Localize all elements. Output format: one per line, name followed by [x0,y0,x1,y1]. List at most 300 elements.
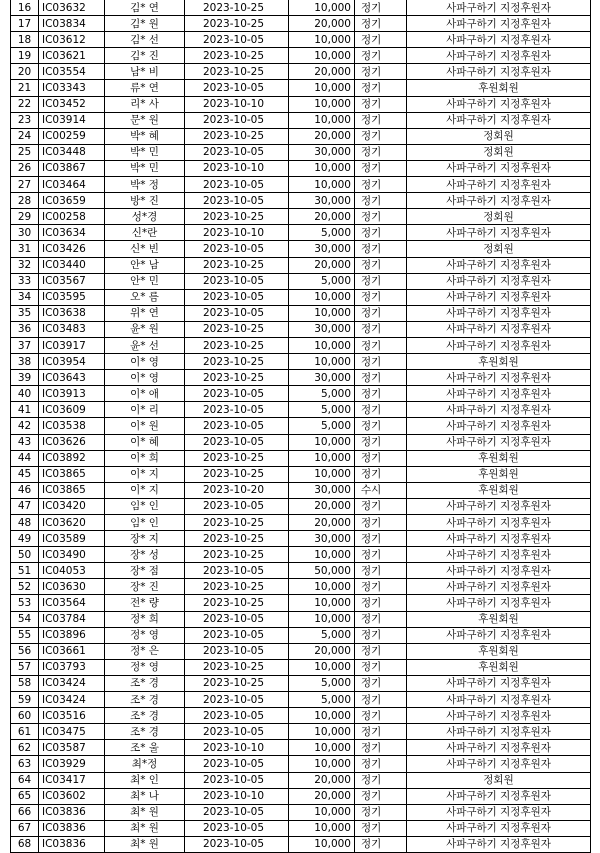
donor-category-cell: 사파구하기 지정후원자 [407,627,591,643]
table-body [11,0,591,852]
donor-name-cell: 장* 지 [105,531,185,547]
row-number-cell: 48 [11,515,39,531]
donation-amount-cell: 20,000 [289,128,355,144]
donation-date-cell: 2023-10-25 [185,466,289,482]
donation-type-cell: 정기 [355,32,407,48]
donor-category-cell: 사파구하기 지정후원자 [407,193,591,209]
row-number-cell: 51 [11,563,39,579]
donor-category-cell: 후원회원 [407,643,591,659]
row-number-cell: 68 [11,836,39,852]
donation-date-cell: 2023-10-05 [185,193,289,209]
table-row [11,177,591,193]
donation-amount-cell: 20,000 [289,788,355,804]
row-number-cell: 38 [11,354,39,370]
row-number-cell: 40 [11,386,39,402]
donation-date-cell: 2023-10-05 [185,289,289,305]
donor-name-cell: 이* 지 [105,482,185,498]
donation-amount-cell: 30,000 [289,144,355,160]
donor-id-cell: IC03475 [39,724,105,740]
donor-category-cell: 사파구하기 지정후원자 [407,32,591,48]
donation-type-cell: 정기 [355,450,407,466]
row-number-cell: 43 [11,434,39,450]
donor-id-cell: IC03661 [39,643,105,659]
donor-name-cell: 정* 희 [105,611,185,627]
donation-amount-cell: 10,000 [289,595,355,611]
donor-name-cell: 이* 희 [105,450,185,466]
donation-amount-cell: 10,000 [289,354,355,370]
donation-date-cell: 2023-10-25 [185,321,289,337]
donation-date-cell: 2023-10-05 [185,498,289,514]
donor-name-cell: 안* 민 [105,273,185,289]
donor-id-cell: IC03793 [39,659,105,675]
table-row [11,16,591,32]
donation-amount-cell: 10,000 [289,80,355,96]
donor-category-cell: 사파구하기 지정후원자 [407,788,591,804]
table-row [11,836,591,852]
donor-category-cell: 사파구하기 지정후원자 [407,48,591,64]
row-number-cell: 18 [11,32,39,48]
donation-type-cell: 정기 [355,80,407,96]
donor-id-cell: IC04053 [39,563,105,579]
donation-date-cell: 2023-10-10 [185,160,289,176]
donation-type-cell: 정기 [355,804,407,820]
donor-category-cell: 후원회원 [407,354,591,370]
donor-category-cell: 사파구하기 지정후원자 [407,305,591,321]
donation-date-cell: 2023-10-25 [185,515,289,531]
donor-category-cell: 사파구하기 지정후원자 [407,563,591,579]
donation-type-cell: 정기 [355,273,407,289]
donor-id-cell: IC03659 [39,193,105,209]
donor-category-cell: 사파구하기 지정후원자 [407,434,591,450]
donor-id-cell: IC03343 [39,80,105,96]
donor-id-cell: IC03865 [39,482,105,498]
donor-id-cell: IC03929 [39,756,105,772]
donor-name-cell: 박* 혜 [105,128,185,144]
donation-type-cell: 정기 [355,64,407,80]
donation-date-cell: 2023-10-05 [185,820,289,836]
row-number-cell: 50 [11,547,39,563]
row-number-cell: 17 [11,16,39,32]
donation-amount-cell: 10,000 [289,177,355,193]
donation-type-cell: 정기 [355,321,407,337]
donor-category-cell: 사파구하기 지정후원자 [407,289,591,305]
donor-name-cell: 안* 남 [105,257,185,273]
donor-category-cell: 사파구하기 지정후원자 [407,370,591,386]
donor-category-cell: 사파구하기 지정후원자 [407,225,591,241]
row-number-cell: 44 [11,450,39,466]
table-row [11,675,591,691]
donor-id-cell: IC03452 [39,96,105,112]
donation-date-cell: 2023-10-05 [185,756,289,772]
row-number-cell: 41 [11,402,39,418]
table-row [11,418,591,434]
row-number-cell: 20 [11,64,39,80]
table-row [11,531,591,547]
donor-name-cell: 최*정 [105,756,185,772]
donation-amount-cell: 10,000 [289,32,355,48]
donation-date-cell: 2023-10-05 [185,836,289,852]
donation-date-cell: 2023-10-05 [185,804,289,820]
donor-category-cell: 사파구하기 지정후원자 [407,724,591,740]
donation-type-cell: 정기 [355,595,407,611]
donor-category-cell: 사파구하기 지정후원자 [407,64,591,80]
donation-date-cell: 2023-10-25 [185,595,289,611]
donor-category-cell: 사파구하기 지정후원자 [407,836,591,852]
donation-type-cell: 정기 [355,177,407,193]
row-number-cell: 53 [11,595,39,611]
table-row [11,627,591,643]
donor-id-cell: IC03420 [39,498,105,514]
donor-id-cell: IC03836 [39,820,105,836]
row-number-cell: 56 [11,643,39,659]
table-row [11,160,591,176]
donor-id-cell: IC03595 [39,289,105,305]
donation-date-cell: 2023-10-10 [185,740,289,756]
table-row [11,563,591,579]
donor-category-cell: 정회원 [407,128,591,144]
table-row [11,225,591,241]
donor-id-cell: IC00259 [39,128,105,144]
donor-category-cell: 사파구하기 지정후원자 [407,402,591,418]
table-row [11,386,591,402]
row-number-cell: 65 [11,788,39,804]
donor-name-cell: 이* 리 [105,402,185,418]
donor-category-cell: 사파구하기 지정후원자 [407,740,591,756]
donation-amount-cell: 5,000 [289,402,355,418]
donation-amount-cell: 20,000 [289,64,355,80]
row-number-cell: 16 [11,0,39,16]
donation-amount-cell: 10,000 [289,724,355,740]
donor-id-cell: IC03424 [39,692,105,708]
donation-amount-cell: 20,000 [289,257,355,273]
row-number-cell: 55 [11,627,39,643]
donation-date-cell: 2023-10-05 [185,144,289,160]
row-number-cell: 29 [11,209,39,225]
row-number-cell: 61 [11,724,39,740]
donor-id-cell: IC03643 [39,370,105,386]
table-row [11,692,591,708]
donation-type-cell: 정기 [355,547,407,563]
row-number-cell: 21 [11,80,39,96]
row-number-cell: 58 [11,675,39,691]
donor-category-cell: 사파구하기 지정후원자 [407,321,591,337]
donor-category-cell: 사파구하기 지정후원자 [407,160,591,176]
table-row [11,498,591,514]
table-row [11,788,591,804]
donor-name-cell: 조* 경 [105,724,185,740]
donor-id-cell: IC03954 [39,354,105,370]
row-number-cell: 57 [11,659,39,675]
donation-amount-cell: 10,000 [289,804,355,820]
row-number-cell: 62 [11,740,39,756]
donation-date-cell: 2023-10-25 [185,16,289,32]
donor-name-cell: 장* 점 [105,563,185,579]
table-row [11,515,591,531]
donation-amount-cell: 30,000 [289,241,355,257]
donation-type-cell: 정기 [355,96,407,112]
donor-id-cell: IC03567 [39,273,105,289]
donation-type-cell: 정기 [355,386,407,402]
donation-type-cell: 정기 [355,225,407,241]
donor-category-cell: 후원회원 [407,659,591,675]
donation-type-cell: 정기 [355,659,407,675]
donation-amount-cell: 5,000 [289,386,355,402]
row-number-cell: 59 [11,692,39,708]
row-number-cell: 46 [11,482,39,498]
donor-category-cell: 후원회원 [407,450,591,466]
donation-type-cell: 수시 [355,482,407,498]
table-row [11,434,591,450]
donation-date-cell: 2023-10-25 [185,531,289,547]
row-number-cell: 28 [11,193,39,209]
donation-type-cell: 정기 [355,515,407,531]
donor-id-cell: IC03417 [39,772,105,788]
donation-amount-cell: 10,000 [289,611,355,627]
donation-amount-cell: 5,000 [289,627,355,643]
donation-date-cell: 2023-10-05 [185,627,289,643]
donor-category-cell: 후원회원 [407,482,591,498]
donation-date-cell: 2023-10-05 [185,724,289,740]
donation-type-cell: 정기 [355,418,407,434]
donation-date-cell: 2023-10-05 [185,772,289,788]
table-row [11,820,591,836]
donor-name-cell: 김* 원 [105,16,185,32]
donation-date-cell: 2023-10-25 [185,370,289,386]
donor-name-cell: 임* 인 [105,515,185,531]
donor-category-cell: 사파구하기 지정후원자 [407,257,591,273]
donation-type-cell: 정기 [355,160,407,176]
donation-type-cell: 정기 [355,692,407,708]
donor-name-cell: 조* 경 [105,708,185,724]
table-row [11,659,591,675]
donation-type-cell: 정기 [355,289,407,305]
donor-category-cell: 사파구하기 지정후원자 [407,708,591,724]
donation-amount-cell: 10,000 [289,836,355,852]
donor-category-cell: 사파구하기 지정후원자 [407,337,591,353]
donor-name-cell: 최* 원 [105,836,185,852]
donation-type-cell: 정기 [355,48,407,64]
donor-id-cell: IC03587 [39,740,105,756]
donor-category-cell: 사파구하기 지정후원자 [407,579,591,595]
donor-category-cell: 사파구하기 지정후원자 [407,112,591,128]
donor-name-cell: 전* 량 [105,595,185,611]
donation-date-cell: 2023-10-05 [185,177,289,193]
donation-date-cell: 2023-10-25 [185,547,289,563]
row-number-cell: 26 [11,160,39,176]
donor-category-cell: 사파구하기 지정후원자 [407,96,591,112]
donation-date-cell: 2023-10-10 [185,225,289,241]
donation-amount-cell: 5,000 [289,273,355,289]
table-row [11,450,591,466]
row-number-cell: 33 [11,273,39,289]
donor-name-cell: 정* 영 [105,659,185,675]
donor-table [10,0,591,853]
donation-date-cell: 2023-10-25 [185,128,289,144]
donation-amount-cell: 10,000 [289,579,355,595]
donor-id-cell: IC03589 [39,531,105,547]
donor-category-cell: 정회원 [407,241,591,257]
donation-type-cell: 정기 [355,193,407,209]
donor-category-cell: 후원회원 [407,80,591,96]
donation-type-cell: 정기 [355,563,407,579]
row-number-cell: 35 [11,305,39,321]
donation-type-cell: 정기 [355,788,407,804]
table-row [11,337,591,353]
donation-date-cell: 2023-10-25 [185,675,289,691]
row-number-cell: 37 [11,337,39,353]
donation-type-cell: 정기 [355,370,407,386]
donation-date-cell: 2023-10-20 [185,482,289,498]
donor-name-cell: 이* 원 [105,418,185,434]
donation-date-cell: 2023-10-05 [185,692,289,708]
donation-type-cell: 정기 [355,740,407,756]
donation-amount-cell: 20,000 [289,643,355,659]
table-row [11,241,591,257]
donor-category-cell: 사파구하기 지정후원자 [407,675,591,691]
table-row [11,611,591,627]
donor-id-cell: IC03483 [39,321,105,337]
donation-type-cell: 정기 [355,241,407,257]
donor-id-cell: IC03836 [39,836,105,852]
donation-amount-cell: 10,000 [289,820,355,836]
table-row [11,128,591,144]
donation-amount-cell: 5,000 [289,225,355,241]
donor-name-cell: 이* 혜 [105,434,185,450]
donation-type-cell: 정기 [355,531,407,547]
table-row [11,48,591,64]
donor-name-cell: 방* 진 [105,193,185,209]
table-row [11,112,591,128]
table-row [11,96,591,112]
donation-date-cell: 2023-10-25 [185,579,289,595]
donation-date-cell: 2023-10-25 [185,450,289,466]
donation-type-cell: 정기 [355,611,407,627]
donor-id-cell: IC03440 [39,257,105,273]
donation-type-cell: 정기 [355,144,407,160]
donor-id-cell: IC03836 [39,804,105,820]
donation-amount-cell: 30,000 [289,531,355,547]
table-row [11,193,591,209]
donor-id-cell: IC03538 [39,418,105,434]
row-number-cell: 60 [11,708,39,724]
table-row [11,370,591,386]
donor-id-cell: IC03464 [39,177,105,193]
table-row [11,305,591,321]
donation-type-cell: 정기 [355,724,407,740]
row-number-cell: 42 [11,418,39,434]
donor-name-cell: 장* 성 [105,547,185,563]
table-row [11,289,591,305]
donor-name-cell: 장* 진 [105,579,185,595]
table-row [11,144,591,160]
donation-amount-cell: 10,000 [289,450,355,466]
donation-type-cell: 정기 [355,820,407,836]
donation-date-cell: 2023-10-05 [185,241,289,257]
donation-amount-cell: 10,000 [289,708,355,724]
donation-date-cell: 2023-10-05 [185,305,289,321]
donation-type-cell: 정기 [355,354,407,370]
donation-date-cell: 2023-10-25 [185,48,289,64]
table-row [11,804,591,820]
donation-amount-cell: 10,000 [289,659,355,675]
donation-date-cell: 2023-10-05 [185,643,289,659]
donation-amount-cell: 10,000 [289,0,355,16]
donor-name-cell: 최* 나 [105,788,185,804]
donation-amount-cell: 5,000 [289,692,355,708]
donation-amount-cell: 10,000 [289,305,355,321]
donor-name-cell: 류* 연 [105,80,185,96]
table-row [11,756,591,772]
donor-id-cell: IC03784 [39,611,105,627]
donation-amount-cell: 30,000 [289,321,355,337]
donation-amount-cell: 10,000 [289,434,355,450]
donor-name-cell: 남* 비 [105,64,185,80]
table-row [11,64,591,80]
donor-name-cell: 이* 지 [105,466,185,482]
row-number-cell: 63 [11,756,39,772]
row-number-cell: 31 [11,241,39,257]
donor-id-cell: IC03630 [39,579,105,595]
row-number-cell: 66 [11,804,39,820]
donation-type-cell: 정기 [355,209,407,225]
donor-category-cell: 사파구하기 지정후원자 [407,177,591,193]
table-row [11,708,591,724]
donor-category-cell: 사파구하기 지정후원자 [407,16,591,32]
table-row [11,772,591,788]
donation-date-cell: 2023-10-25 [185,0,289,16]
donor-name-cell: 최* 인 [105,772,185,788]
donation-date-cell: 2023-10-05 [185,386,289,402]
donation-type-cell: 정기 [355,112,407,128]
table-row [11,482,591,498]
donation-date-cell: 2023-10-05 [185,402,289,418]
donation-amount-cell: 50,000 [289,563,355,579]
donor-name-cell: 박* 민 [105,160,185,176]
donation-date-cell: 2023-10-10 [185,96,289,112]
donor-category-cell: 정회원 [407,209,591,225]
donor-name-cell: 조* 경 [105,675,185,691]
donation-amount-cell: 20,000 [289,209,355,225]
row-number-cell: 27 [11,177,39,193]
donor-category-cell: 사파구하기 지정후원자 [407,804,591,820]
donation-date-cell: 2023-10-05 [185,32,289,48]
donor-id-cell: IC03634 [39,225,105,241]
table-row [11,273,591,289]
donor-category-cell: 사파구하기 지정후원자 [407,0,591,16]
donor-id-cell: IC03620 [39,515,105,531]
donation-date-cell: 2023-10-05 [185,611,289,627]
row-number-cell: 25 [11,144,39,160]
donation-type-cell: 정기 [355,16,407,32]
donor-name-cell: 정* 은 [105,643,185,659]
donor-category-cell: 사파구하기 지정후원자 [407,756,591,772]
donation-amount-cell: 30,000 [289,482,355,498]
donor-id-cell: IC03632 [39,0,105,16]
row-number-cell: 19 [11,48,39,64]
donor-category-cell: 사파구하기 지정후원자 [407,547,591,563]
donor-category-cell: 사파구하기 지정후원자 [407,820,591,836]
donation-date-cell: 2023-10-10 [185,788,289,804]
donation-date-cell: 2023-10-05 [185,418,289,434]
donation-type-cell: 정기 [355,756,407,772]
table-row [11,547,591,563]
donation-date-cell: 2023-10-25 [185,354,289,370]
donation-type-cell: 정기 [355,579,407,595]
donation-type-cell: 정기 [355,337,407,353]
donor-name-cell: 조* 울 [105,740,185,756]
row-number-cell: 32 [11,257,39,273]
row-number-cell: 54 [11,611,39,627]
